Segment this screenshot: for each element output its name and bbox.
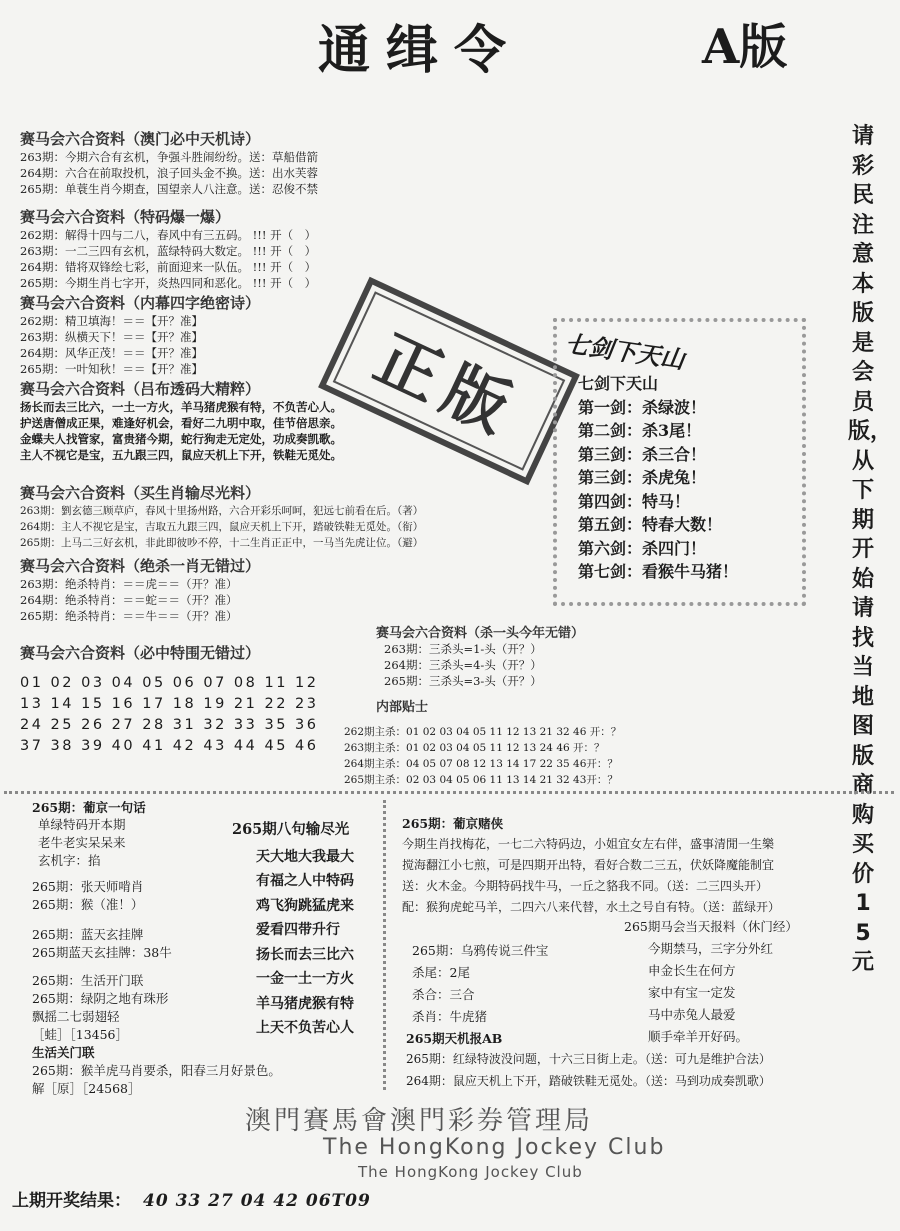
list-item: 263期主杀：01 02 03 04 05 11 12 13 24 46 开：？ xyxy=(344,742,605,754)
organization-name: 澳門賽馬會澳門彩券管理局 xyxy=(245,1106,594,1136)
list-item: 264期：六合在前取投机，浪子回头金不换。送：出水芙蓉 xyxy=(20,166,318,180)
divider xyxy=(383,800,386,1090)
list-item: 265期：三杀头=3-头（开？） xyxy=(384,674,542,688)
stamp-text: 正版 xyxy=(363,320,530,452)
list-item: 265期：蓝天玄挂牌 xyxy=(32,927,144,942)
list-item: 第四剑：特马！ xyxy=(578,491,691,511)
section-special-range xyxy=(20,642,319,757)
list-item: 杀尾：2尾 xyxy=(412,965,470,980)
section-four-char-poem xyxy=(20,292,260,377)
section-machine-poem xyxy=(20,128,318,197)
list-item: 264期：鼠应天机上下开，踏破铁鞋无觅处。（送：马到功成奏凯歌） xyxy=(406,1074,771,1088)
genuine-stamp xyxy=(318,277,580,486)
list-item: 扬长而去三比六，一土一方火，羊马猪虎猴有特，不负苦心人。 xyxy=(20,400,342,414)
list-item: 265期：绝杀特肖：＝＝牛＝＝（开？准） xyxy=(20,609,238,623)
list-item: 265期主杀：02 03 04 05 06 11 13 14 21 32 43开：？ xyxy=(344,774,618,786)
list-item: 主人不视它是宝，五九跟三四，鼠应天机上下开，铁鞋无觅处。 xyxy=(20,448,342,462)
block-title: 265期马会当天报料（休门经） xyxy=(624,919,798,934)
list-item: 一金一土一方火 xyxy=(256,971,354,987)
list-item: 配：猴狗虎蛇马羊，二四六八来代替，水土之号自有特。（送：蓝绿开） xyxy=(402,900,781,914)
edition-label: A版 xyxy=(702,19,788,75)
section-heading: 赛马会六合资料（绝杀一肖无错过） xyxy=(20,557,261,575)
list-item: 羊马猪虎猴有特 xyxy=(256,995,354,1012)
list-item: 玄机字：掐 xyxy=(38,853,101,868)
list-item: 顺手牵羊开好码。 xyxy=(648,1029,749,1044)
list-item: 265期：上马二三好玄机，非此即彼吵不停，十二生肖正正中，一马当先虎让位。（避） xyxy=(20,537,424,549)
list-item: 老牛老实呆呆来 xyxy=(38,835,126,850)
list-item: 265期：单蓑生肖今期查，国望亲人八注意。送：忍俊不禁 xyxy=(20,182,318,196)
list-item: 264期：主人不视它是宝，吉取五九跟三四，鼠应天机上下开，踏破铁鞋无觅处。（衔） xyxy=(20,521,424,533)
list-item: 262期：精卫填海！＝＝【开？准】 xyxy=(20,314,203,328)
last-result-numbers: 40 33 27 04 42 06T09 xyxy=(143,1191,371,1211)
last-result-label: 上期开奖结果： xyxy=(12,1191,131,1211)
list-item: 264期：风华正茂！＝＝【开？准】 xyxy=(20,346,203,360)
section-zodiac-loss xyxy=(20,482,423,551)
block-title: 265期八句输尽光 xyxy=(232,821,350,838)
list-item: 265期：红绿特波没问题，十六三日街上走。（送：可九是维护合法） xyxy=(406,1052,771,1066)
section-heading: 赛马会六合资料（特码爆一爆） xyxy=(20,208,231,226)
list-item: 第七剑：看猴牛马猪！ xyxy=(578,562,739,581)
organization-name-en: The HongKong Jockey Club xyxy=(323,1135,666,1160)
list-item: 263期：三杀头=1-头（开？） xyxy=(384,642,542,656)
section-heading: 内部贴士 xyxy=(376,700,429,715)
list-item: 264期：错将双锋绘七彩，前面迎来一队伍。 !!! 开（ ） xyxy=(20,260,317,274)
section-kill-zodiac xyxy=(20,555,260,624)
list-item: ［蛙］［13456］ xyxy=(32,1027,129,1042)
list-item: 护送唐僧成正果，难逢好机会，看好二九明中取，佳节倍思亲。 xyxy=(20,416,342,430)
organization-name-en-small: The HongKong Jockey Club xyxy=(358,1163,583,1181)
block-title: 265期天机报AB xyxy=(406,1031,503,1046)
block-open-couplet xyxy=(32,972,168,1044)
list-item: 扬长而去三比六 xyxy=(256,946,354,963)
divider xyxy=(4,791,894,794)
block-title: 265期：乌鸦传说三件宝 xyxy=(412,943,549,958)
block-close-couplet xyxy=(32,1044,281,1098)
list-item: 第六剑：杀四门！ xyxy=(578,538,707,558)
list-item: 第一剑：杀绿波！ xyxy=(578,397,707,417)
list-item: 264期：三杀头=4-头（开？） xyxy=(384,658,542,672)
section-heading: 赛马会六合资料（杀一头今年无错） xyxy=(376,626,585,641)
list-item: 265期：生活开门联 xyxy=(32,973,144,988)
list-item: 265期：猴羊虎马肖要杀，阳春三月好景色。 xyxy=(32,1063,281,1078)
section-heading: 赛马会六合资料（吕布透码大精粹） xyxy=(20,380,261,398)
block-eight-lines xyxy=(232,818,354,1041)
list-item: 第三剑：杀虎兔！ xyxy=(578,468,707,487)
list-item: 第三剑：杀三合！ xyxy=(578,444,707,464)
section-kill-head xyxy=(376,622,584,689)
list-item: 265期：张天师啃肖 xyxy=(32,879,144,894)
section-heading: 赛马会六合资料（内幕四字绝密诗） xyxy=(20,294,261,312)
block-daily-report xyxy=(624,916,798,1048)
list-item: 生活关门联 xyxy=(32,1045,95,1060)
insider-tips-list xyxy=(344,724,621,788)
list-item: 265期：猴（准！） xyxy=(32,897,144,912)
list-item: 263期：绝杀特肖：＝＝虎＝＝（开？准） xyxy=(20,577,238,591)
list-item: 264期：绝杀特肖：＝＝蛇＝＝（开？准） xyxy=(20,593,238,607)
number-row: 01 02 03 04 05 06 07 08 11 12 xyxy=(20,675,319,691)
list-item: 262期：解得十四与二八，春风中有三五码。 !!! 开（ ） xyxy=(20,228,317,242)
number-row: 37 38 39 40 41 42 43 44 45 46 xyxy=(20,738,319,754)
seven-swords-heading: 七剑下天山 xyxy=(563,328,687,375)
section-heading: 赛马会六合资料（必中特围无错过） xyxy=(20,644,261,662)
list-item: 今期禁马，三字分外红 xyxy=(648,941,774,956)
number-row: 24 25 26 27 28 31 32 33 35 36 xyxy=(20,717,319,733)
list-item: 265期：绿阴之地有珠形 xyxy=(32,991,169,1006)
list-item: 飘摇二七弱翅轻 xyxy=(32,1009,120,1024)
list-item: 265期蓝天玄挂牌：38牛 xyxy=(32,945,172,960)
list-item: 264期主杀：04 05 07 08 12 13 14 17 22 35 46开：？ xyxy=(344,758,618,770)
list-item: 263期：今期六合有玄机，争强斗胜闹纷纷。送：草船借箭 xyxy=(20,150,318,164)
section-special-code xyxy=(20,206,316,291)
list-item: 解［原］［24568］ xyxy=(32,1081,141,1096)
list-item: 鸡飞狗跳猛虎来 xyxy=(256,897,354,914)
section-lubu-code xyxy=(20,378,342,463)
list-item: 爱看四带升行 xyxy=(256,922,340,938)
list-item: 265期：今期生肖七字开，炎热四同和恶化。 !!! 开（ ） xyxy=(20,276,317,290)
page-title: 通缉令 xyxy=(318,21,523,81)
list-item: 申金长生在何方 xyxy=(648,963,736,978)
block-gambler xyxy=(402,814,780,918)
list-item: 家中有宝一定发 xyxy=(648,985,736,1000)
block-title: 265期：葡京一句话 xyxy=(32,800,146,815)
list-item: 送：火木金。今期特码找牛马，一丘之貉我不同。（送：二三四头开） xyxy=(402,879,769,893)
list-item: 搅海翻江小七煎，可是四期开出特，看好合数二三五，伏妖降魔能制宜 xyxy=(402,858,775,872)
last-draw-result xyxy=(12,1186,371,1211)
list-item: 今期生肖找梅花，一七二六特码边，小姐宜女左右伴，盛事清閒一生樂 xyxy=(402,837,775,851)
list-item: 马中赤兔人最爱 xyxy=(648,1007,736,1022)
list-item: 天大地大我最大 xyxy=(256,848,354,865)
list-item: 265期：一叶知秋！＝＝【开？准】 xyxy=(20,362,203,376)
list-item: 有福之人中特码 xyxy=(256,873,354,889)
block-one-sentence xyxy=(32,800,146,870)
list-item: 七剑下天山 xyxy=(578,374,659,393)
list-item: 第五剑：特春大数！ xyxy=(578,515,723,534)
block-zhang-tianshi xyxy=(32,878,143,914)
section-heading: 赛马会六合资料（澳门必中天机诗） xyxy=(20,130,261,148)
block-blue-sky xyxy=(32,926,172,962)
list-item: 杀合：三合 xyxy=(412,987,475,1002)
block-title: 265期：葡京赌侠 xyxy=(402,816,504,831)
list-item: 单绿特码开本期 xyxy=(38,817,126,832)
list-item: 262期主杀：01 02 03 04 05 11 12 13 21 32 46 开：？ xyxy=(344,726,622,738)
list-item: 金蝶夫人找管家，富贵猪今期，蛇行狗走无定处，功成奏凯歌。 xyxy=(20,432,342,446)
number-row: 13 14 15 16 17 18 19 21 22 23 xyxy=(20,696,319,712)
list-item: 杀肖：牛虎猪 xyxy=(412,1009,488,1024)
member-notice: 请彩民注意本版是会员版，从下期开始请找当地图版商购买价15元 xyxy=(848,124,893,975)
list-item: 上天不负苦心人 xyxy=(256,1020,354,1036)
list-item: 263期：劉玄德三顾草庐，春风十里扬州路，六合开彩乐呵呵，犯远七前看在后。（著） xyxy=(20,505,424,517)
block-crow xyxy=(412,940,548,1028)
section-insider-tips xyxy=(376,696,428,715)
block-ab-report xyxy=(406,1030,771,1092)
list-item: 第二剑：杀3尾！ xyxy=(578,421,702,440)
seven-swords-list xyxy=(578,372,738,584)
section-heading: 赛马会六合资料（买生肖输尽光料） xyxy=(20,484,261,502)
list-item: 263期：纵横天下！＝＝【开？准】 xyxy=(20,330,203,344)
list-item: 263期：一二三四有玄机，蓝绿特码大数定。 !!! 开（ ） xyxy=(20,244,317,258)
